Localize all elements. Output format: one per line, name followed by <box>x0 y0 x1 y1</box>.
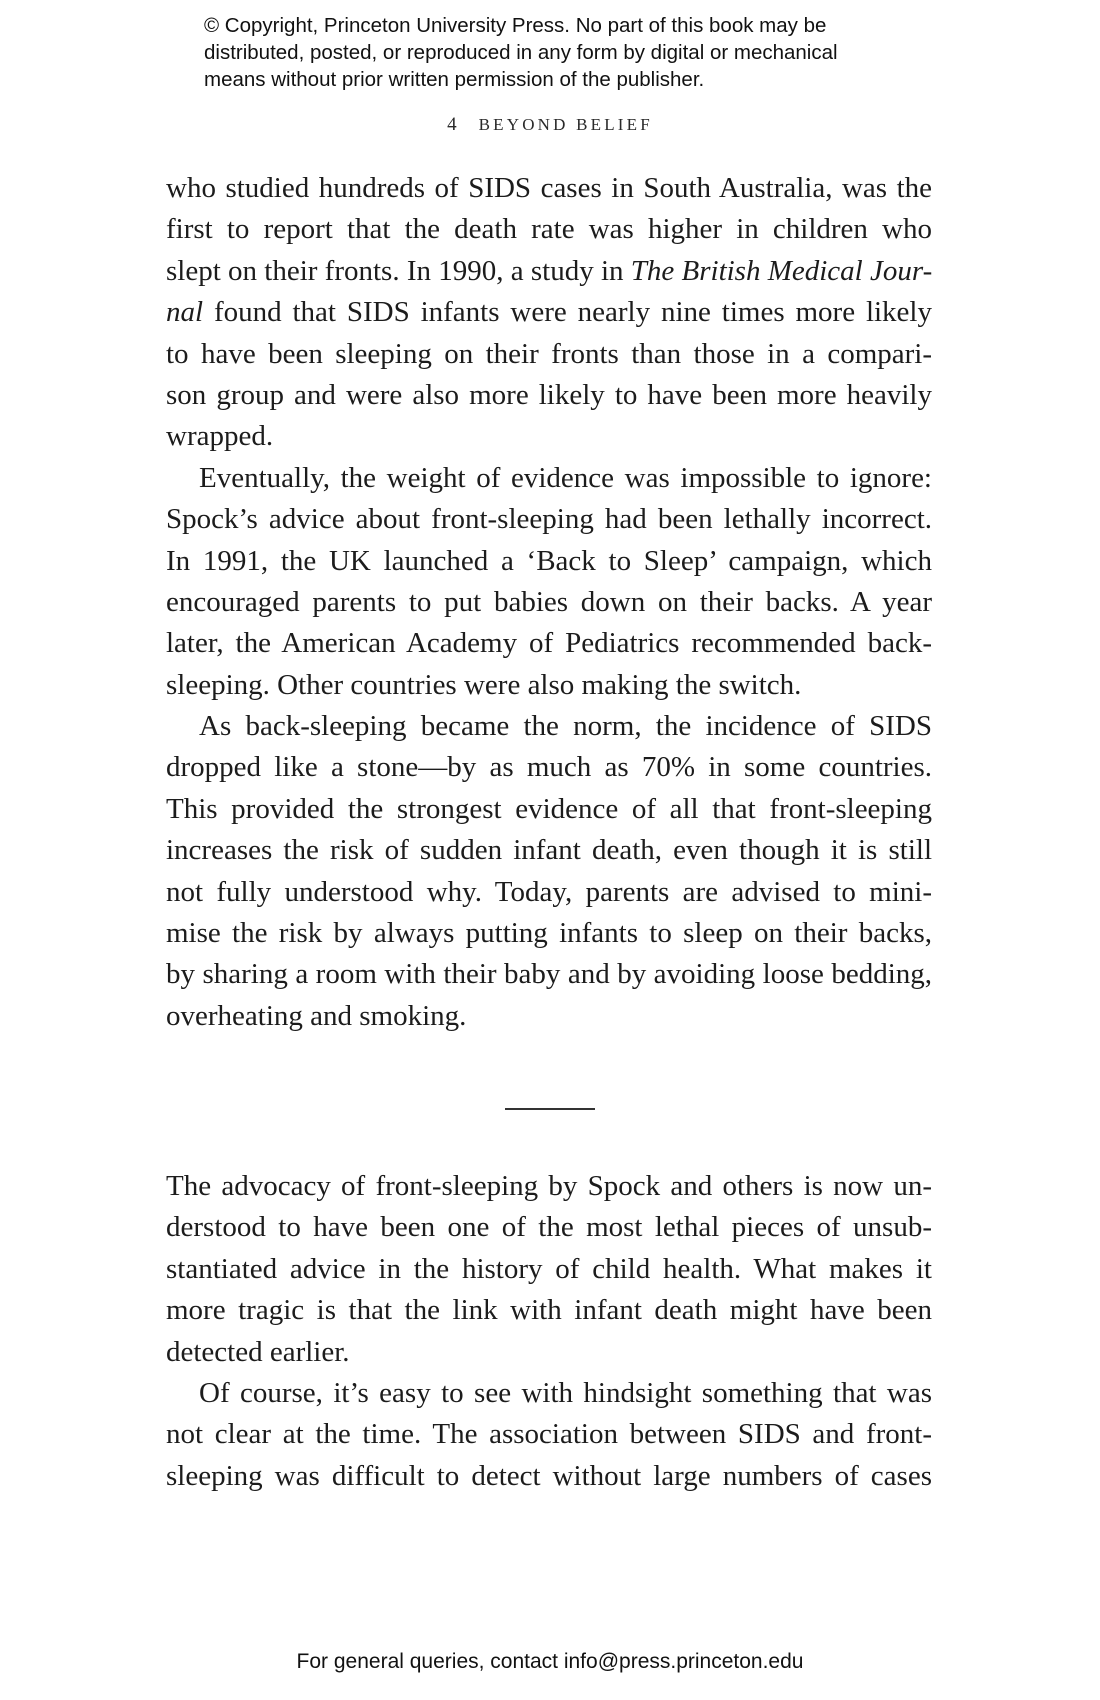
body-text-section-2 <box>166 1166 932 1497</box>
book-title: BEYOND BELIEF <box>478 115 653 134</box>
copyright-line: © Copyright, Princeton University Press. No part of this book may be <box>204 14 827 37</box>
footer-contact: For general queries, contact info@press.princeton.edu <box>296 1650 804 1673</box>
text-line: detected earlier. <box>166 1335 350 1368</box>
text-line: by sharing a room with their baby and by avoiding loose bedding, <box>166 958 932 991</box>
copyright-notice <box>204 12 924 93</box>
text-line: derstood to have been one of the most lethal pieces of unsub- <box>166 1211 932 1244</box>
text-line: encouraged parents to put babies down on their backs. A year <box>166 585 932 618</box>
text-fragment: found that SIDS infants were nearly nine times more likely <box>203 296 932 329</box>
text-line: mise the risk by always putting infants to sleep on their backs, <box>166 917 932 950</box>
text-line: later, the American Academy of Pediatrics recommended back- <box>166 627 932 660</box>
text-line: first to report that the death rate was higher in children who <box>166 213 932 246</box>
text-line: This provided the strongest evidence of all that front-sleeping <box>166 792 932 825</box>
text-line: As back-sleeping became the norm, the incidence of SIDS <box>199 710 932 743</box>
text-line <box>166 292 932 333</box>
running-head <box>0 114 1100 136</box>
text-line: sleeping was difficult to detect without large numbers of cases <box>166 1459 932 1492</box>
body-text-section-1 <box>166 168 932 1037</box>
text-line: stantiated advice in the history of child health. What makes it <box>166 1252 932 1285</box>
text-line: In 1991, the UK launched a ‘Back to Sleep’ campaign, which <box>166 544 932 577</box>
page-number: 4 <box>447 114 457 135</box>
journal-title-italic: nal <box>166 296 204 329</box>
text-line: sleeping. Other countries were also making the switch. <box>166 668 802 701</box>
text-line: increases the risk of sudden infant death, even though it is still <box>166 834 932 867</box>
text-line: wrapped. <box>166 420 274 453</box>
text-line: dropped like a stone—by as much as 70% in some countries. <box>166 751 932 784</box>
text-line: son group and were also more likely to have been more heavily <box>166 378 932 411</box>
text-fragment: slept on their fronts. In 1990, a study in <box>166 254 631 287</box>
text-line: to have been sleeping on their fronts than those in a compari- <box>166 337 932 370</box>
text-line: who studied hundreds of SIDS cases in South Australia, was the <box>166 172 932 204</box>
text-line: more tragic is that the link with infant death might have been <box>166 1294 932 1327</box>
text-line <box>166 251 932 292</box>
section-break-rule <box>505 1108 595 1110</box>
copyright-line: means without prior written permission of the publisher. <box>204 68 705 91</box>
text-line: Of course, it’s easy to see with hindsight something that was <box>199 1376 932 1409</box>
text-line: not fully understood why. Today, parents are advised to mini- <box>166 875 932 908</box>
copyright-line: distributed, posted, or reproduced in any form by digital or mechanical <box>204 41 838 64</box>
text-line: not clear at the time. The association between SIDS and front- <box>166 1418 932 1451</box>
text-line: overheating and smoking. <box>166 999 467 1032</box>
text-line: Eventually, the weight of evidence was impossible to ignore: <box>199 461 932 494</box>
text-line: Spock’s advice about front-sleeping had been lethally incorrect. <box>166 503 932 536</box>
text-line: The advocacy of front-sleeping by Spock and others is now un- <box>166 1170 932 1202</box>
journal-title-italic: The British Medical Jour- <box>630 254 933 287</box>
